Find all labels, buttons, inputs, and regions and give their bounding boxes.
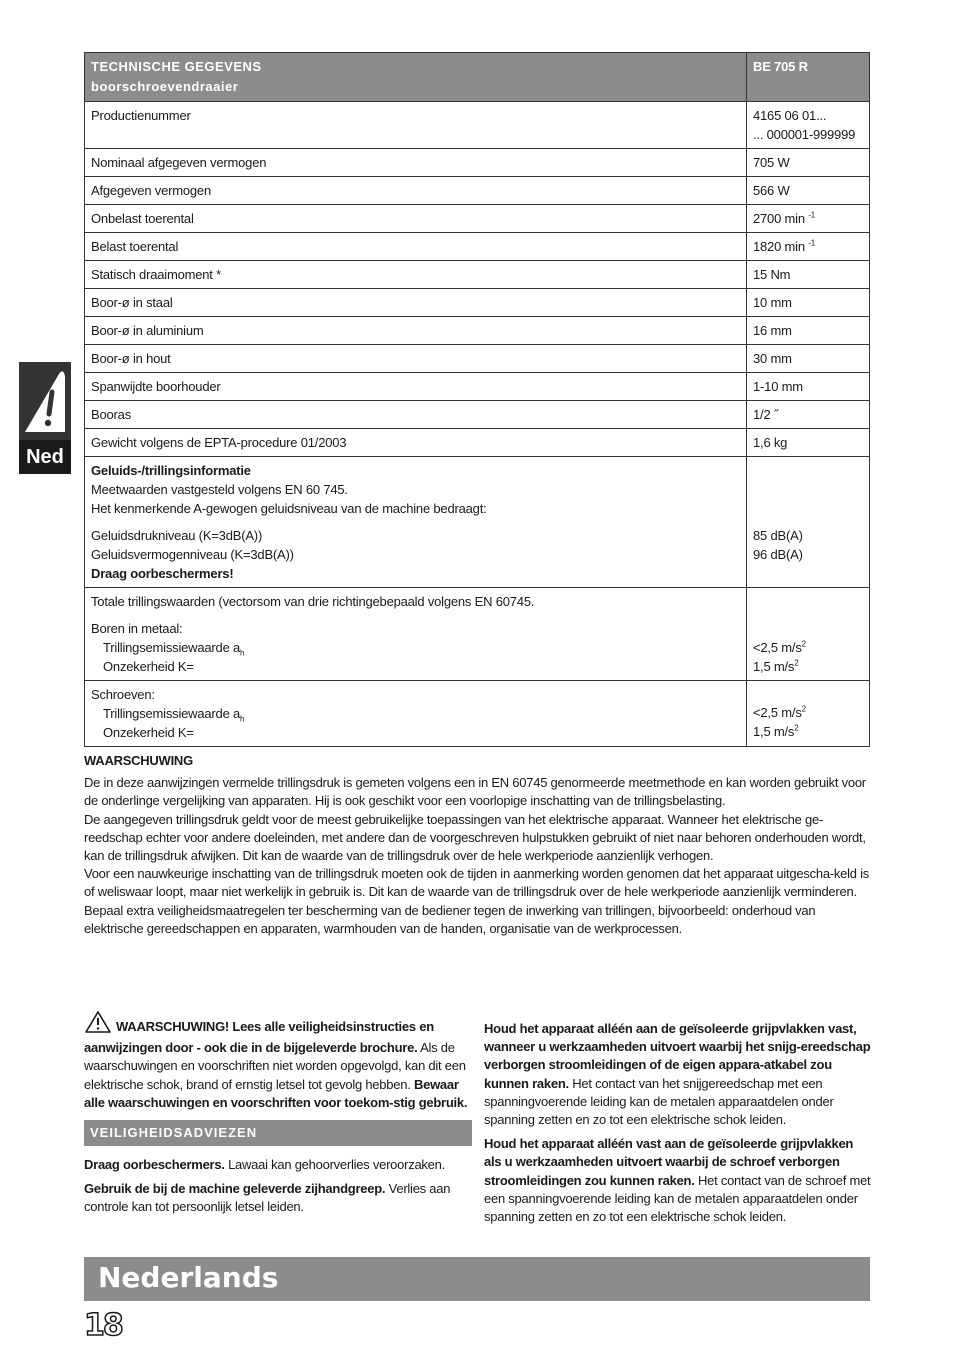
vibration-drill-title: Boren in metaal:	[91, 621, 183, 636]
row-value: 1/2 ˝	[747, 401, 870, 429]
warning-text: Als de waarschuwingen en voorschriften niet worden opgevolgd, kan dit een elektrische schok, brand of ernstig letsel tot gevolg hebben.	[84, 1040, 466, 1092]
screw-emission-value	[753, 703, 863, 722]
row-value: 15 Nm	[747, 261, 870, 289]
noise-info-label	[85, 457, 747, 588]
screw-text: Het contact van de schroef met een spanningvoerende leiding kan de metalen apparaatdelen onder spanning zetten en zo tot een elektrische schok leiden.	[484, 1172, 871, 1225]
row-label: Statisch draaimoment *	[85, 261, 747, 289]
table-row	[85, 102, 870, 149]
row-label: Boor-ø in staal	[85, 289, 747, 317]
warning-paragraph: De in deze aanwijzingen vermelde trillingsdruk is gemeten volgens een in EN 60745 genormeerde meetmethode en kan worden gebruikt voor de onderlinge vergelijking van apparaten. Hij is ook geschikt voor een voorlopige inschatting van de trillingsbelasting.	[84, 775, 866, 809]
noise-pressure-label: Geluidsdrukniveau (K=3dB(A))	[91, 528, 263, 543]
noise-info-values	[747, 457, 870, 588]
table-header-model: BE 705 R	[747, 53, 870, 102]
safety-section-heading: VEILIGHEIDSADVIEZEN	[84, 1120, 472, 1146]
noise-line1: Meetwaarden vastgesteld volgens EN 60 745.	[91, 482, 348, 497]
grip-bold-text: Houd het apparaat alléén aan de geïsoleerde grijpvlakken vast, wanneer u werkzaamheden uitvoert waarbij het snijg-ereedschap verborgen stroomleidingen of de eigen appara-atkabel zou kunnen raken.	[484, 1021, 871, 1091]
vibration-emission-label	[91, 638, 740, 657]
page-number: 18	[84, 1308, 122, 1343]
vibration-screw-title: Schroeven:	[91, 687, 155, 702]
row-label: Nominaal afgegeven vermogen	[85, 149, 747, 177]
vibration-uncertainty-label: Onzekerheid K=	[103, 725, 194, 740]
noise-title: Geluids-/trillingsinformatie	[91, 463, 251, 478]
table-row	[85, 177, 870, 205]
vibration-emission-label	[91, 704, 740, 723]
row-label: Gewicht volgens de EPTA-procedure 01/2003	[85, 429, 747, 457]
value-text: 1,5 m/s	[753, 659, 795, 674]
table-row	[85, 149, 870, 177]
keep-instructions-text: Bewaar alle waarschuwingen en voorschriften voor toekom-stig gebruik.	[84, 1076, 468, 1110]
vibration-screw-values	[747, 681, 870, 747]
language-tab-label: Ned	[19, 440, 71, 474]
table-row	[85, 205, 870, 233]
row-value-line2: ... 000001-999999	[753, 127, 856, 142]
screw-bold-text: Houd het apparaat alléén vast aan de geïsoleerde grijpvlakken als u werkzaamheden uitvoert waarbij de schroef verborgen stroomleidingen zou kunnen raken.	[484, 1136, 854, 1188]
ear-text: Lawaai kan gehoorverlies veroorzaken.	[224, 1157, 446, 1173]
warning-paragraph: Voor een nauwkeurige inschatting van de trillingsdruk moeten ook de tijden in aanmerking worden genomen dat het apparaat uitgescha-keld is of weliswaar loopt, maar niet werkelijk in gebruik is. Dit kan de waarde van de trillingsdruk over de hele werkperiode aanzienlijk verminderen.	[84, 866, 870, 900]
unit-superscript: 2	[801, 704, 806, 714]
ear-protection-paragraph	[84, 1156, 472, 1174]
noise-ear-protection: Draag oorbeschermers!	[91, 566, 234, 581]
warning-bold-text: WAARSCHUWING! Lees alle veiligheidsinstructies en aanwijzingen door - ook die in de bijgeleverde brochure.	[84, 1019, 434, 1056]
language-side-tab	[19, 362, 71, 474]
grip-text: Het contact van het snijgereedschap met een spanningvoerende leiding kan de metalen apparaatdelen onder spanning zetten en zo tot een elektrische schok leiden.	[484, 1075, 834, 1128]
row-value	[747, 233, 870, 261]
vibration-drill-label	[85, 588, 747, 681]
table-row	[85, 345, 870, 373]
row-label: Onbelast toerental	[85, 205, 747, 233]
safety-right-column	[484, 1020, 872, 1232]
row-value: 10 mm	[747, 289, 870, 317]
row-value-line1: 4165 06 01...	[753, 108, 827, 123]
table-row	[85, 317, 870, 345]
noise-pressure-value: 85 dB(A)	[753, 528, 803, 543]
unit-superscript: 2	[794, 658, 799, 668]
row-label: Booras	[85, 401, 747, 429]
table-row	[85, 261, 870, 289]
table-header-row	[85, 53, 870, 102]
screw-uncertainty-value	[753, 722, 863, 741]
vibration-screw-label	[85, 681, 747, 747]
unit-superscript: 2	[794, 723, 799, 733]
emission-label-text: Trillingsemissiewaarde a	[103, 706, 241, 721]
drill-emission-value	[753, 638, 863, 657]
screw-grip-paragraph	[484, 1135, 872, 1226]
value-text: <2,5 m/s	[753, 640, 802, 655]
vibration-intro: Totale trillingswaarden (vectorsom van drie richtingebepaald volgens EN 60745.	[91, 594, 535, 609]
ear-bold-text: Draag oorbeschermers.	[84, 1157, 225, 1173]
row-label: Spanwijdte boorhouder	[85, 373, 747, 401]
value-text: 1,5 m/s	[753, 724, 795, 739]
noise-info-row	[85, 457, 870, 588]
emission-subscript: h	[240, 648, 245, 658]
row-value	[747, 205, 870, 233]
value-superscript: -1	[808, 238, 816, 248]
noise-line2: Het kenmerkende A-gewogen geluidsniveau van de machine bedraagt:	[91, 501, 487, 516]
row-label: Productienummer	[85, 102, 747, 149]
emission-subscript: h	[240, 714, 245, 724]
insulated-grip-paragraph	[484, 1020, 872, 1129]
vibration-screw-row	[85, 681, 870, 747]
language-footer-bar	[84, 1257, 870, 1301]
unit-superscript: 2	[801, 639, 806, 649]
row-value: 566 W	[747, 177, 870, 205]
value-text: 2700 min	[753, 211, 805, 226]
table-header-subtitle: boorschroevendraaier	[91, 79, 239, 94]
value-text: <2,5 m/s	[753, 705, 802, 720]
noise-power-label: Geluidsvermogenniveau (K=3dB(A))	[91, 547, 294, 562]
table-row	[85, 233, 870, 261]
emission-label-text: Trillingsemissiewaarde a	[103, 640, 241, 655]
noise-power-value: 96 dB(A)	[753, 547, 803, 562]
value-text: 1820 min	[753, 239, 805, 254]
table-row	[85, 289, 870, 317]
row-value: 1,6 kg	[747, 429, 870, 457]
table-row	[85, 401, 870, 429]
footer-language: Nederlands	[98, 1261, 279, 1294]
warning-paragraph: De aangegeven trillingsdruk geldt voor de meest gebruikelijke toepassingen van het elektrische apparaat. Wanneer het elektrische ge-reedschap echter voor andere doeleinden, met andere dan de voorgeschreven hulpstukken gebruikt of niet naar behoren onderhouden wordt, kan de trillingsdruk afwijken. Dit kan de waarde van de trillingsdruk over de hele werkperiode aanzienlijk verhogen.	[84, 811, 866, 864]
warning-triangle-icon	[84, 1010, 112, 1039]
row-label: Belast toerental	[85, 233, 747, 261]
warning-exclamation-icon	[19, 362, 71, 440]
row-label: Boor-ø in hout	[85, 345, 747, 373]
row-value: 16 mm	[747, 317, 870, 345]
row-label: Afgegeven vermogen	[85, 177, 747, 205]
handle-bold-text: Gebruik de bij de machine geleverde zijhandgreep.	[84, 1181, 386, 1197]
value-superscript: -1	[808, 210, 816, 220]
vibration-uncertainty-label: Onzekerheid K=	[103, 659, 194, 674]
vibration-warning-section	[84, 752, 874, 938]
safety-left-column	[84, 1010, 472, 1223]
row-value: 30 mm	[747, 345, 870, 373]
table-row	[85, 373, 870, 401]
vibration-drill-row	[85, 588, 870, 681]
row-label: Boor-ø in aluminium	[85, 317, 747, 345]
warning-paragraph: Bepaal extra veiligheidsmaatregelen ter bescherming van de bediener tegen de inwerking van trillingen, bijvoorbeeld: onderhoud van elektrische gereedschappen en apparaten, warmhouden van de handen, organisatie van de werkprocessen.	[84, 902, 816, 936]
warning-title: WAARSCHUWING	[84, 753, 193, 768]
general-warning-paragraph	[84, 1010, 472, 1112]
vibration-drill-values	[747, 588, 870, 681]
row-value	[747, 102, 870, 149]
technical-data-table	[84, 52, 870, 747]
side-handle-paragraph	[84, 1180, 472, 1216]
row-value: 1-10 mm	[747, 373, 870, 401]
table-header-title-cell	[85, 53, 747, 102]
table-header-title: TECHNISCHE GEGEVENS	[91, 59, 262, 74]
row-value: 705 W	[747, 149, 870, 177]
handle-text: Verlies aan controle kan tot persoonlijk letsel leiden.	[84, 1181, 451, 1215]
table-row	[85, 429, 870, 457]
drill-uncertainty-value	[753, 657, 863, 676]
